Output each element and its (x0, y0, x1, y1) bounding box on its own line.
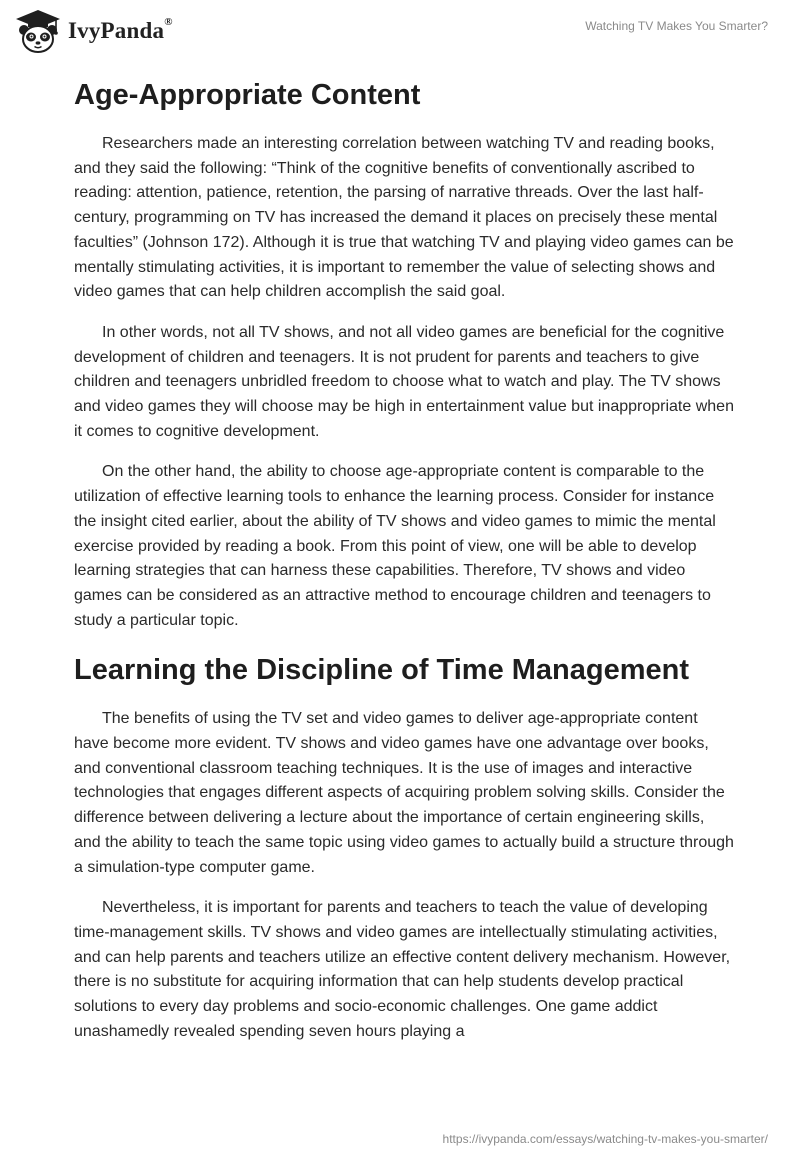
paragraph: On the other hand, the ability to choose age-appropriate content is comparable to the utilization of effective learning tools to enhance the learning process. Consider for instance the insight cited earlier, about the ability of TV shows and video games to mimic the mental exercise provided by reading a book. From this point of view, one will be able to develop learning strategies that can harness these capabilities. Therefore, TV shows and video games can be considered as an attractive method to encourage children and teenagers to study a particular topic. (74, 463, 716, 629)
paragraph: The benefits of using the TV set and video games to deliver age-appropriate content have become more evident. TV shows and video games have one advantage over books, and conventional classroom teaching techniques. It is the use of images and interactive technologies that engages different aspects of acquiring problem solving skills. Consider the difference between delivering a lecture about the importance of certain engineering skills, and the ability to teach the same topic using video games to actually build a structure through a simulation-type computer game. (74, 710, 734, 876)
section-heading: Learning the Discipline of Time Management (74, 654, 690, 687)
logo-text: IvyPanda (68, 18, 165, 43)
essay-body (74, 70, 734, 1061)
document-title: Watching TV Makes You Smarter? (585, 19, 768, 33)
logo-wordmark (68, 18, 173, 44)
page-header (0, 0, 800, 70)
paragraph: In other words, not all TV shows, and not all video games are beneficial for the cognitive development of children and teenagers. It is not prudent for parents and teachers to give children and teenagers unbridled freedom to choose what to watch and play. The TV shows and video games they will choose may be high in entertainment value but inappropriate when it comes to cognitive development. (74, 323, 734, 440)
panda-logo-icon (14, 8, 62, 54)
logo[interactable] (14, 8, 173, 54)
paragraph: Researchers made an interesting correlation between watching TV and reading books, and they said the following: “Think of the cognitive benefits of conventionally ascribed to reading: attention, patience, retention, the parsing of narrative threads. Over the last half-century, programming on TV has increased the demand it places on precisely these mental faculties” (Johnson 172). Although it is true that watching TV and playing video games can be mentally stimulating activities, it is important to remember the value of selecting shows and video games that can help children accomplish the said goal. (74, 135, 734, 301)
source-url[interactable]: https://ivypanda.com/essays/watching-tv-makes-you-smarter/ (442, 1132, 768, 1146)
section-heading: Age-Appropriate Content (74, 79, 421, 111)
registered-mark: ® (164, 16, 173, 28)
paragraph: Nevertheless, it is important for parents and teachers to teach the value of developing time-management skills. TV shows and video games are intellectually stimulating activities, and can help parents and teachers utilize an effective content delivery mechanism. However, there is no substitute for acquiring information that can help students develop practical solutions to every day problems and socio-economic challenges. One game addict unashamedly revealed spending seven hours playing a (74, 899, 731, 1040)
